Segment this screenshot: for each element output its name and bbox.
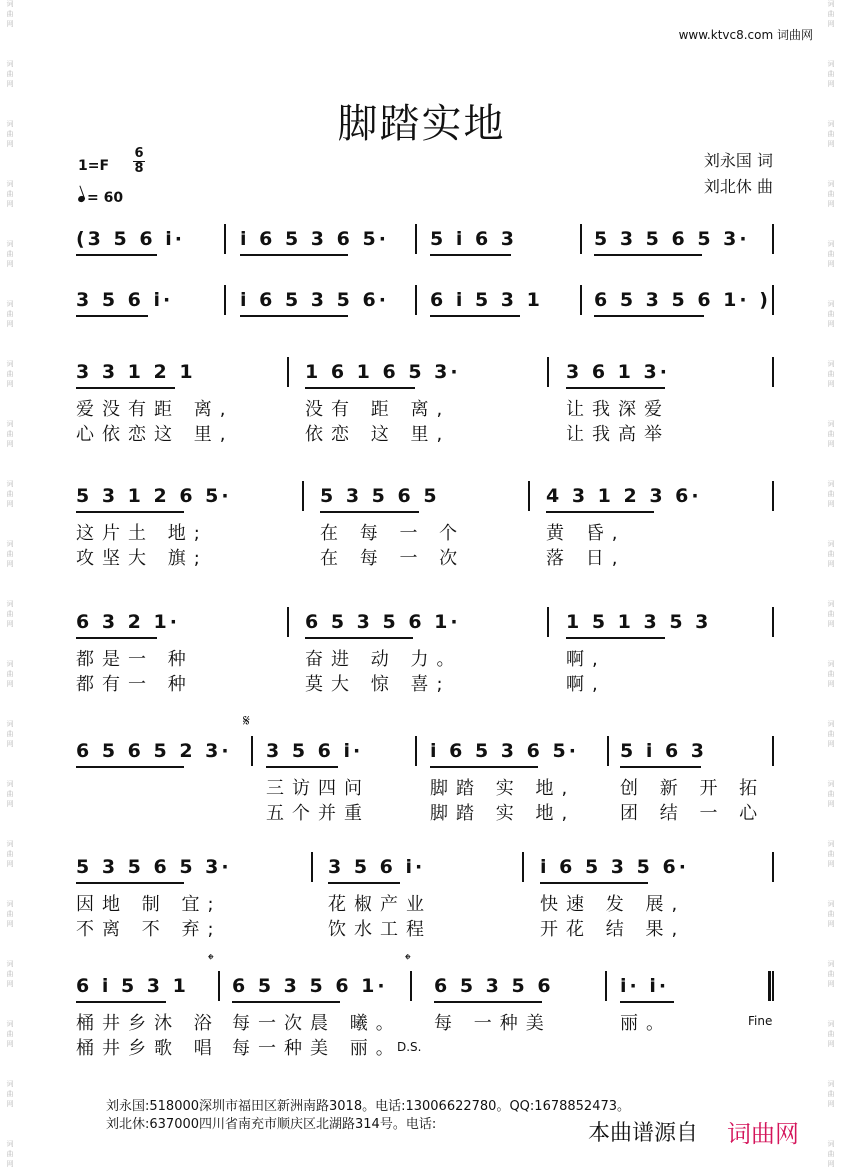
lyric-text: 在 每 一 个 <box>320 523 466 544</box>
watermark-char: 曲 <box>6 1150 14 1158</box>
bar-line <box>772 607 774 637</box>
watermark-char: 词 <box>827 0 835 8</box>
watermark-char: 词 <box>827 660 835 668</box>
watermark-char: 曲 <box>6 730 14 738</box>
composer-contact: 刘北休:637000四川省南充市顺庆区北湖路314号。电话: <box>106 1117 437 1132</box>
measure-notes: 6 5 3 5 6 1· <box>232 975 388 997</box>
watermark-char: 网 <box>827 1040 835 1048</box>
lyric-text: 团 结 一 心 <box>620 803 766 824</box>
bar-line <box>607 736 609 766</box>
watermark-char: 词 <box>827 540 835 548</box>
watermark-char: 词 <box>6 0 14 8</box>
measure-notes: 5 3 5 6 5 <box>320 485 440 507</box>
watermark-char: 词 <box>6 840 14 848</box>
watermark-char: 网 <box>827 860 835 868</box>
watermark-char: 曲 <box>6 790 14 798</box>
lyric-line <box>0 395 843 420</box>
watermark-char: 曲 <box>6 70 14 78</box>
lyricist: 刘永国 词 <box>703 151 773 170</box>
watermark-char: 网 <box>827 1160 835 1168</box>
watermark-char: 曲 <box>6 10 14 18</box>
watermark-char: 曲 <box>827 910 835 918</box>
watermark-char: 词 <box>6 120 14 128</box>
measure-notes: i 6 5 3 5 6· <box>540 856 689 878</box>
lyric-text: 因地 制 宜; <box>76 894 222 915</box>
watermark-char: 网 <box>6 680 14 688</box>
watermark-char: 曲 <box>827 1090 835 1098</box>
bar-line <box>224 285 226 315</box>
watermark-char: 词 <box>827 480 835 488</box>
watermark-char: 曲 <box>827 490 835 498</box>
watermark-char: 网 <box>6 980 14 988</box>
watermark-char: 词 <box>6 1140 14 1148</box>
lyric-text: 桶井乡沐 浴 <box>76 1013 220 1034</box>
measure-notes: 6 3 2 1· <box>76 611 180 633</box>
watermark-char: 曲 <box>827 10 835 18</box>
song-title: 脚踏实地 <box>337 101 506 147</box>
watermark-char: 曲 <box>6 130 14 138</box>
watermark-char: 曲 <box>6 910 14 918</box>
measure-notes: 6 i 5 3 1 <box>430 289 543 311</box>
lyric-line <box>0 1034 843 1059</box>
meter-top: 6 <box>134 146 144 161</box>
music-row <box>0 485 843 513</box>
watermark-char: 曲 <box>827 670 835 678</box>
measure-notes: 6 5 6 5 2 3· <box>76 740 232 762</box>
watermark-char: 词 <box>6 60 14 68</box>
watermark-char: 网 <box>6 1160 14 1168</box>
watermark-char: 曲 <box>827 370 835 378</box>
music-row <box>0 228 843 256</box>
watermark-char: 词 <box>6 780 14 788</box>
lyric-line <box>0 915 843 940</box>
measure-notes: 3 6 1 3· <box>566 361 670 383</box>
bar-line <box>580 285 582 315</box>
watermark-char: 网 <box>6 20 14 28</box>
lyric-line <box>0 799 843 824</box>
measure-notes: 3 5 6 i· <box>76 289 174 311</box>
watermark-char: 网 <box>827 80 835 88</box>
final-bar-line <box>768 971 771 1001</box>
lyric-text: 都是一 种 <box>76 649 194 670</box>
lyric-line <box>0 519 843 544</box>
watermark-char: 词 <box>6 960 14 968</box>
watermark-char: 曲 <box>827 550 835 558</box>
watermark-char: 词 <box>827 120 835 128</box>
bar-line <box>547 357 549 387</box>
bar-line <box>772 224 774 254</box>
lyric-line <box>0 670 843 695</box>
lyric-line <box>0 1009 843 1034</box>
measure-notes: 1 5 1 3 5 3 <box>566 611 712 633</box>
watermark-char: 网 <box>6 260 14 268</box>
watermark-char: 词 <box>6 660 14 668</box>
watermark-char: 网 <box>827 20 835 28</box>
watermark-char: 网 <box>6 320 14 328</box>
watermark-char: 网 <box>827 620 835 628</box>
watermark-char: 词 <box>827 900 835 908</box>
watermark-char: 词 <box>827 1140 835 1148</box>
watermark-char: 网 <box>6 380 14 388</box>
lyric-text: 三访四问 <box>266 778 370 799</box>
watermark-char: 词 <box>827 360 835 368</box>
watermark-char: 词 <box>6 720 14 728</box>
music-row <box>0 289 843 317</box>
lyric-text: 都有一 种 <box>76 674 194 695</box>
watermark-char: 曲 <box>6 970 14 978</box>
watermark-char: 词 <box>6 180 14 188</box>
bar-line <box>580 224 582 254</box>
watermark-char: 曲 <box>6 190 14 198</box>
watermark-char: 词 <box>827 420 835 428</box>
music-row <box>0 361 843 389</box>
measure-notes: 5 3 1 2 6 5· <box>76 485 232 507</box>
music-row <box>0 740 843 768</box>
watermark-char: 网 <box>6 200 14 208</box>
bar-line <box>410 971 412 1001</box>
watermark-char: 词 <box>827 720 835 728</box>
watermark-char: 网 <box>827 200 835 208</box>
watermark-char: 曲 <box>827 1150 835 1158</box>
measure-notes: 5 3 5 6 5 3· <box>76 856 232 878</box>
watermark-char: 曲 <box>827 730 835 738</box>
lyric-text: 黄 昏, <box>546 523 626 544</box>
lyric-text: 花椒产业 <box>328 894 432 915</box>
measure-notes: i 6 5 3 6 5· <box>430 740 579 762</box>
watermark-char: 词 <box>6 240 14 248</box>
watermark-char: 词 <box>6 900 14 908</box>
measure-notes: 3 3 1 2 1 <box>76 361 196 383</box>
bar-line <box>528 481 530 511</box>
watermark-char: 网 <box>6 440 14 448</box>
bar-line <box>251 736 253 766</box>
watermark-char: 网 <box>827 680 835 688</box>
measure-notes: 6 5 3 5 6 <box>434 975 554 997</box>
watermark-char: 词 <box>6 360 14 368</box>
watermark-char: 曲 <box>6 490 14 498</box>
measure-notes: 6 i 5 3 1 <box>76 975 189 997</box>
watermark-char: 网 <box>827 380 835 388</box>
watermark-char: 网 <box>6 860 14 868</box>
watermark-char: 网 <box>827 260 835 268</box>
watermark-char: 词 <box>827 600 835 608</box>
watermark-char: 网 <box>6 80 14 88</box>
music-row <box>0 975 843 1003</box>
measure-notes: i 6 5 3 5 6· <box>240 289 389 311</box>
bar-line <box>311 852 313 882</box>
segno-icon: 𝄋 <box>243 711 250 730</box>
lyric-text: 落 日, <box>546 548 626 569</box>
lyric-text: 让我深爱 <box>566 399 670 420</box>
measure-notes: 3 5 6 i· <box>328 856 426 878</box>
watermark-char: 网 <box>827 980 835 988</box>
watermark-char: 网 <box>6 560 14 568</box>
watermark-char: 曲 <box>6 430 14 438</box>
bar-line <box>287 357 289 387</box>
measure-notes: 5 i 6 3 <box>430 228 518 250</box>
bar-line <box>415 736 417 766</box>
watermark-char: 网 <box>827 500 835 508</box>
bar-line <box>772 285 774 315</box>
measure-notes: 5 i 6 3 <box>620 740 708 762</box>
watermark-char: 曲 <box>827 430 835 438</box>
watermark-char: 词 <box>827 960 835 968</box>
brand-logo[interactable]: 词曲网 <box>727 1120 799 1148</box>
watermark-char: 网 <box>6 1100 14 1108</box>
lyric-line <box>0 645 843 670</box>
measure-notes: (3 5 6 i· <box>76 228 185 250</box>
watermark-char: 曲 <box>6 370 14 378</box>
bar-line <box>224 224 226 254</box>
music-row <box>0 856 843 884</box>
composer: 刘北休 曲 <box>703 177 773 196</box>
coda-icon-2: 𝄌 <box>405 950 411 969</box>
lyric-line <box>0 890 843 915</box>
bar-line <box>772 852 774 882</box>
site-url[interactable]: www.ktvc8.com 词曲网 <box>678 28 813 42</box>
watermark-char: 网 <box>827 740 835 748</box>
watermark-char: 网 <box>6 500 14 508</box>
watermark-char: 曲 <box>827 970 835 978</box>
lyric-text: 奋进 动 力。 <box>305 649 463 670</box>
watermark-char: 曲 <box>6 1090 14 1098</box>
watermark-char: 网 <box>827 440 835 448</box>
coda-icon: 𝄌 <box>208 950 214 969</box>
watermark-char: 曲 <box>827 70 835 78</box>
lyric-text: 丽。 <box>620 1013 672 1034</box>
bar-line <box>218 971 220 1001</box>
lyric-text: 桶井乡歌 唱 <box>76 1038 220 1059</box>
bar-line <box>547 607 549 637</box>
watermark-char: 词 <box>6 480 14 488</box>
watermark-char: 网 <box>6 800 14 808</box>
watermark-char: 曲 <box>6 310 14 318</box>
music-row <box>0 611 843 639</box>
lyric-text: 这片土 地; <box>76 523 208 544</box>
bar-line <box>772 481 774 511</box>
watermark-char: 词 <box>827 180 835 188</box>
watermark-char: 词 <box>6 1020 14 1028</box>
bar-line <box>772 971 774 1001</box>
lyricist-contact: 刘永国:518000深圳市福田区新洲南路3018。电话:13006622780。QQ:1678852473。 <box>106 1099 631 1114</box>
credits <box>704 148 773 200</box>
quarter-note-icon <box>77 195 86 203</box>
watermark-char: 网 <box>6 920 14 928</box>
watermark-char: 词 <box>6 1080 14 1088</box>
lyric-line <box>0 774 843 799</box>
watermark-char: 网 <box>827 140 835 148</box>
watermark-char: 曲 <box>6 550 14 558</box>
watermark-char: 曲 <box>827 310 835 318</box>
lyric-text: 攻坚大 旗; <box>76 548 208 569</box>
watermark-char: 曲 <box>827 130 835 138</box>
watermark-char: 网 <box>827 320 835 328</box>
measure-notes: 4 3 1 2 3 6· <box>546 485 702 507</box>
measure-notes: 6 5 3 5 6 1· ) <box>594 289 771 311</box>
lyric-text: 啊, <box>566 649 606 670</box>
measure-notes: i· i· <box>620 975 670 997</box>
ds-marking: D.S. <box>397 1040 422 1054</box>
lyric-text: 依恋 这 里, <box>305 424 451 445</box>
lyric-text: 让我高举 <box>566 424 670 445</box>
watermark-char: 词 <box>827 60 835 68</box>
lyric-text: 快速 发 展, <box>540 894 686 915</box>
watermark-char: 词 <box>827 780 835 788</box>
tempo-value: = 60 <box>87 190 124 206</box>
lyric-line <box>0 420 843 445</box>
watermark-char: 词 <box>827 1020 835 1028</box>
lyric-text: 开花 结 果, <box>540 919 686 940</box>
watermark-char: 曲 <box>827 790 835 798</box>
watermark-char: 词 <box>6 600 14 608</box>
bar-line <box>772 736 774 766</box>
bar-line <box>302 481 304 511</box>
watermark-char: 词 <box>6 540 14 548</box>
bar-line <box>415 224 417 254</box>
watermark-char: 曲 <box>6 1030 14 1038</box>
watermark-char: 网 <box>827 800 835 808</box>
lyric-text: 五个并重 <box>266 803 370 824</box>
key-signature: 1=F <box>78 158 110 174</box>
watermark-char: 网 <box>827 920 835 928</box>
watermark-char: 网 <box>6 620 14 628</box>
time-signature <box>133 147 145 176</box>
bar-line <box>415 285 417 315</box>
watermark-char: 词 <box>827 1080 835 1088</box>
lyric-text: 不离 不 弃; <box>76 919 222 940</box>
watermark-char: 曲 <box>6 610 14 618</box>
bar-line <box>287 607 289 637</box>
measure-notes: i 6 5 3 6 5· <box>240 228 389 250</box>
watermark-char: 曲 <box>6 670 14 678</box>
watermark-char: 曲 <box>827 250 835 258</box>
measure-notes: 5 3 5 6 5 3· <box>594 228 750 250</box>
lyric-text: 心依恋这 里, <box>76 424 234 445</box>
lyric-text: 在 每 一 次 <box>320 548 466 569</box>
lyric-text: 每 一种美 <box>434 1013 552 1034</box>
lyric-text: 脚踏 实 地, <box>430 778 576 799</box>
watermark-char: 曲 <box>827 610 835 618</box>
lyric-text: 创 新 开 拓 <box>620 778 766 799</box>
measure-notes: 6 5 3 5 6 1· <box>305 611 461 633</box>
watermark-char: 曲 <box>827 850 835 858</box>
measure-notes: 1 6 1 6 5 3· <box>305 361 461 383</box>
fine-marking: Fine <box>748 1014 773 1028</box>
watermark-char: 网 <box>6 740 14 748</box>
watermark-char: 网 <box>6 1040 14 1048</box>
watermark-char: 网 <box>6 140 14 148</box>
watermark-char: 曲 <box>827 1030 835 1038</box>
lyric-text: 脚踏 实 地, <box>430 803 576 824</box>
measure-notes: 3 5 6 i· <box>266 740 364 762</box>
tempo-marking <box>78 190 123 206</box>
lyric-text: 爱没有距 离, <box>76 399 234 420</box>
bar-line <box>605 971 607 1001</box>
bar-line <box>772 357 774 387</box>
watermark-char: 词 <box>827 840 835 848</box>
lyric-text: 每一次晨 曦。 <box>232 1013 402 1034</box>
lyric-text: 每一种美 丽。 <box>232 1038 402 1059</box>
lyric-text: 啊, <box>566 674 606 695</box>
watermark-char: 曲 <box>6 850 14 858</box>
lyric-line <box>0 544 843 569</box>
lyric-text: 饮水工程 <box>328 919 432 940</box>
watermark-char: 网 <box>827 560 835 568</box>
watermark-char: 曲 <box>827 190 835 198</box>
lyric-text: 莫大 惊 喜; <box>305 674 451 695</box>
bar-line <box>522 852 524 882</box>
watermark-char: 词 <box>6 300 14 308</box>
watermark-char: 词 <box>827 300 835 308</box>
source-label: 本曲谱源自 <box>588 1121 699 1146</box>
watermark-char: 词 <box>827 240 835 248</box>
lyric-text: 没有 距 离, <box>305 399 451 420</box>
watermark-char: 网 <box>827 1100 835 1108</box>
watermark-char: 词 <box>6 420 14 428</box>
watermark-char: 曲 <box>6 250 14 258</box>
meter-bottom: 8 <box>134 161 144 176</box>
